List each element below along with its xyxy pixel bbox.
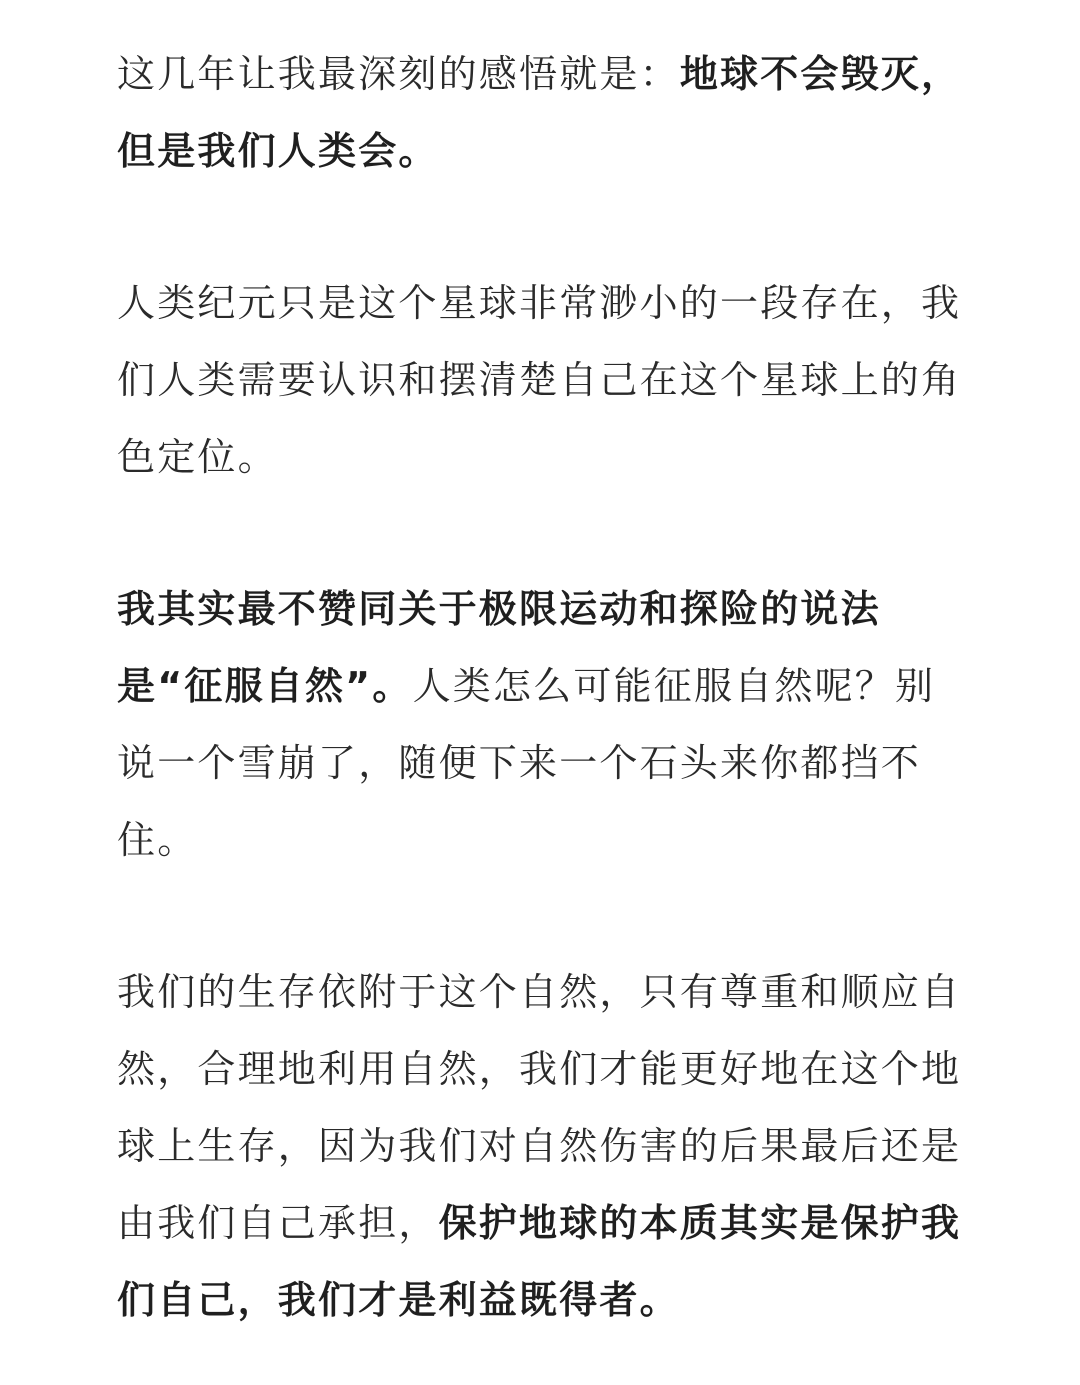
paragraph-earth-insight bbox=[117, 36, 967, 190]
paragraph-2-text: 人类纪元只是这个星球非常渺小的一段存在，我们人类需要认识和摆清楚自己在这个星球上的角色定位。 bbox=[117, 281, 962, 479]
paragraph-1-text: 这几年让我最深刻的感悟就是： bbox=[117, 52, 680, 96]
article-body bbox=[117, 36, 967, 1339]
paragraph-1-bold-text: 地球不会毁灭，但是我们人类会。 bbox=[117, 52, 962, 173]
paragraph-4-bold-text: 保护地球的本质其实是保护我们自己，我们才是利益既得者。 bbox=[117, 1201, 962, 1322]
paragraph-conquer-nature bbox=[117, 571, 967, 879]
paragraph-3-text: 人类怎么可能征服自然呢？别说一个雪崩了，随便下来一个石头来你都挡不住。 bbox=[117, 664, 936, 862]
paragraph-4-text: 我们的生存依附于这个自然，只有尊重和顺应自然，合理地利用自然，我们才能更好地在这个地球上生存，因为我们对自然伤害的后果最后还是由我们自己承担， bbox=[117, 970, 962, 1245]
paragraph-human-era bbox=[117, 265, 967, 496]
paragraph-respect-nature bbox=[117, 954, 967, 1339]
paragraph-3-bold-text: 我其实最不赞同关于极限运动和探险的说法是“征服自然”。 bbox=[117, 587, 881, 708]
